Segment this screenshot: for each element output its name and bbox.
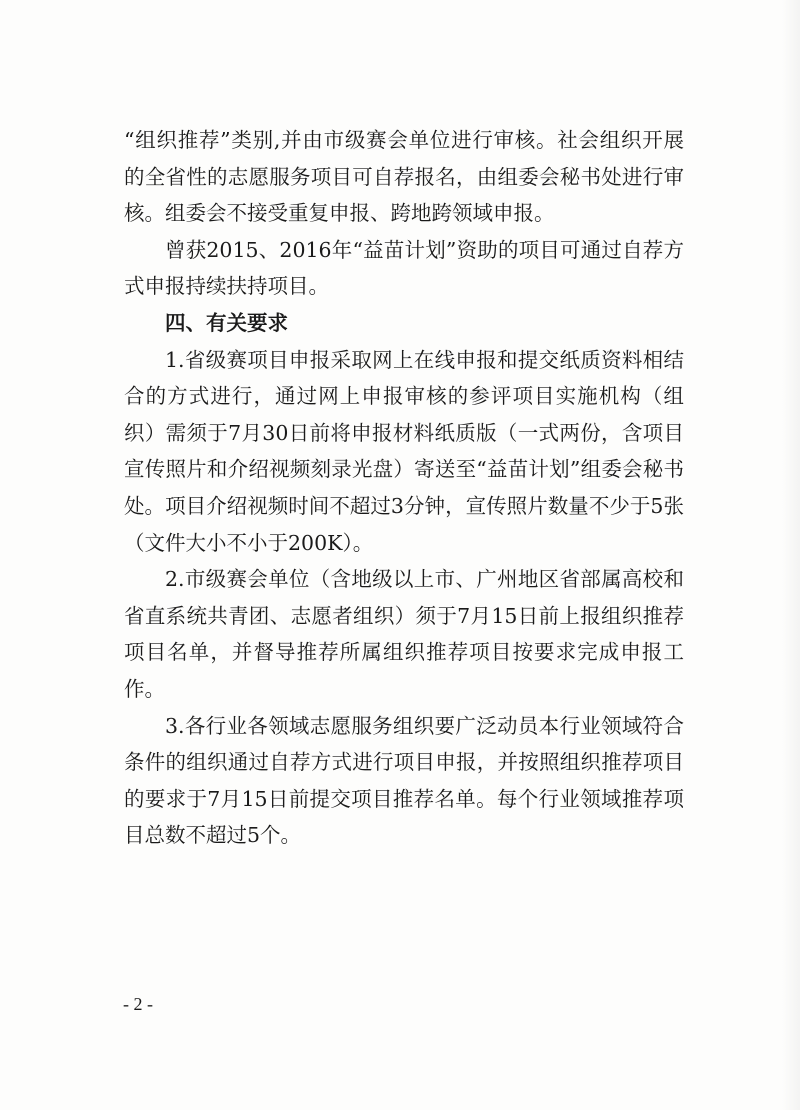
section-heading: 四、有关要求 (165, 310, 288, 335)
scan-edge-shadow (782, 0, 800, 1110)
paragraph-self-nomination: 曾获2015、2016年“益苗计划”资助的项目可通过自荐方式申报持续扶持项目。 (124, 237, 684, 299)
page-number: - 2 - (123, 994, 153, 1014)
document-body (124, 122, 684, 854)
requirement-item-1: 1.省级赛项目申报采取网上在线申报和提交纸质资料相结合的方式进行，通过网上申报审核的参评项目实施机构（组织）需须于7月30日前将申报材料纸质版（一式两份，含项目宣传照片和介绍视频刻录光盘）寄送至“益苗计划”组委会秘书处。项目介绍视频时间不超过3分钟，宣传照片数量不少于5张（文件大小不小于200K）。 (124, 347, 684, 555)
requirement-item-2: 2.市级赛会单位（含地级以上市、广州地区省部属高校和省直系统共青团、志愿者组织）须于7月15日前上报组织推荐项目名单，并督导推荐所属组织推荐项目按要求完成申报工作。 (124, 567, 684, 701)
paragraph-continued: “组织推荐”类别,并由市级赛会单位进行审核。社会组织开展的全省性的志愿服务项目可自荐报名，由组委会秘书处进行审核。组委会不接受重复申报、跨地跨领域申报。 (124, 128, 684, 226)
requirement-item-3: 3.各行业各领域志愿服务组织要广泛动员本行业领域符合条件的组织通过自荐方式进行项目申报，并按照组织推荐项目的要求于7月15日前提交项目推荐名单。每个行业领域推荐项目总数不超过5个。 (124, 713, 684, 848)
